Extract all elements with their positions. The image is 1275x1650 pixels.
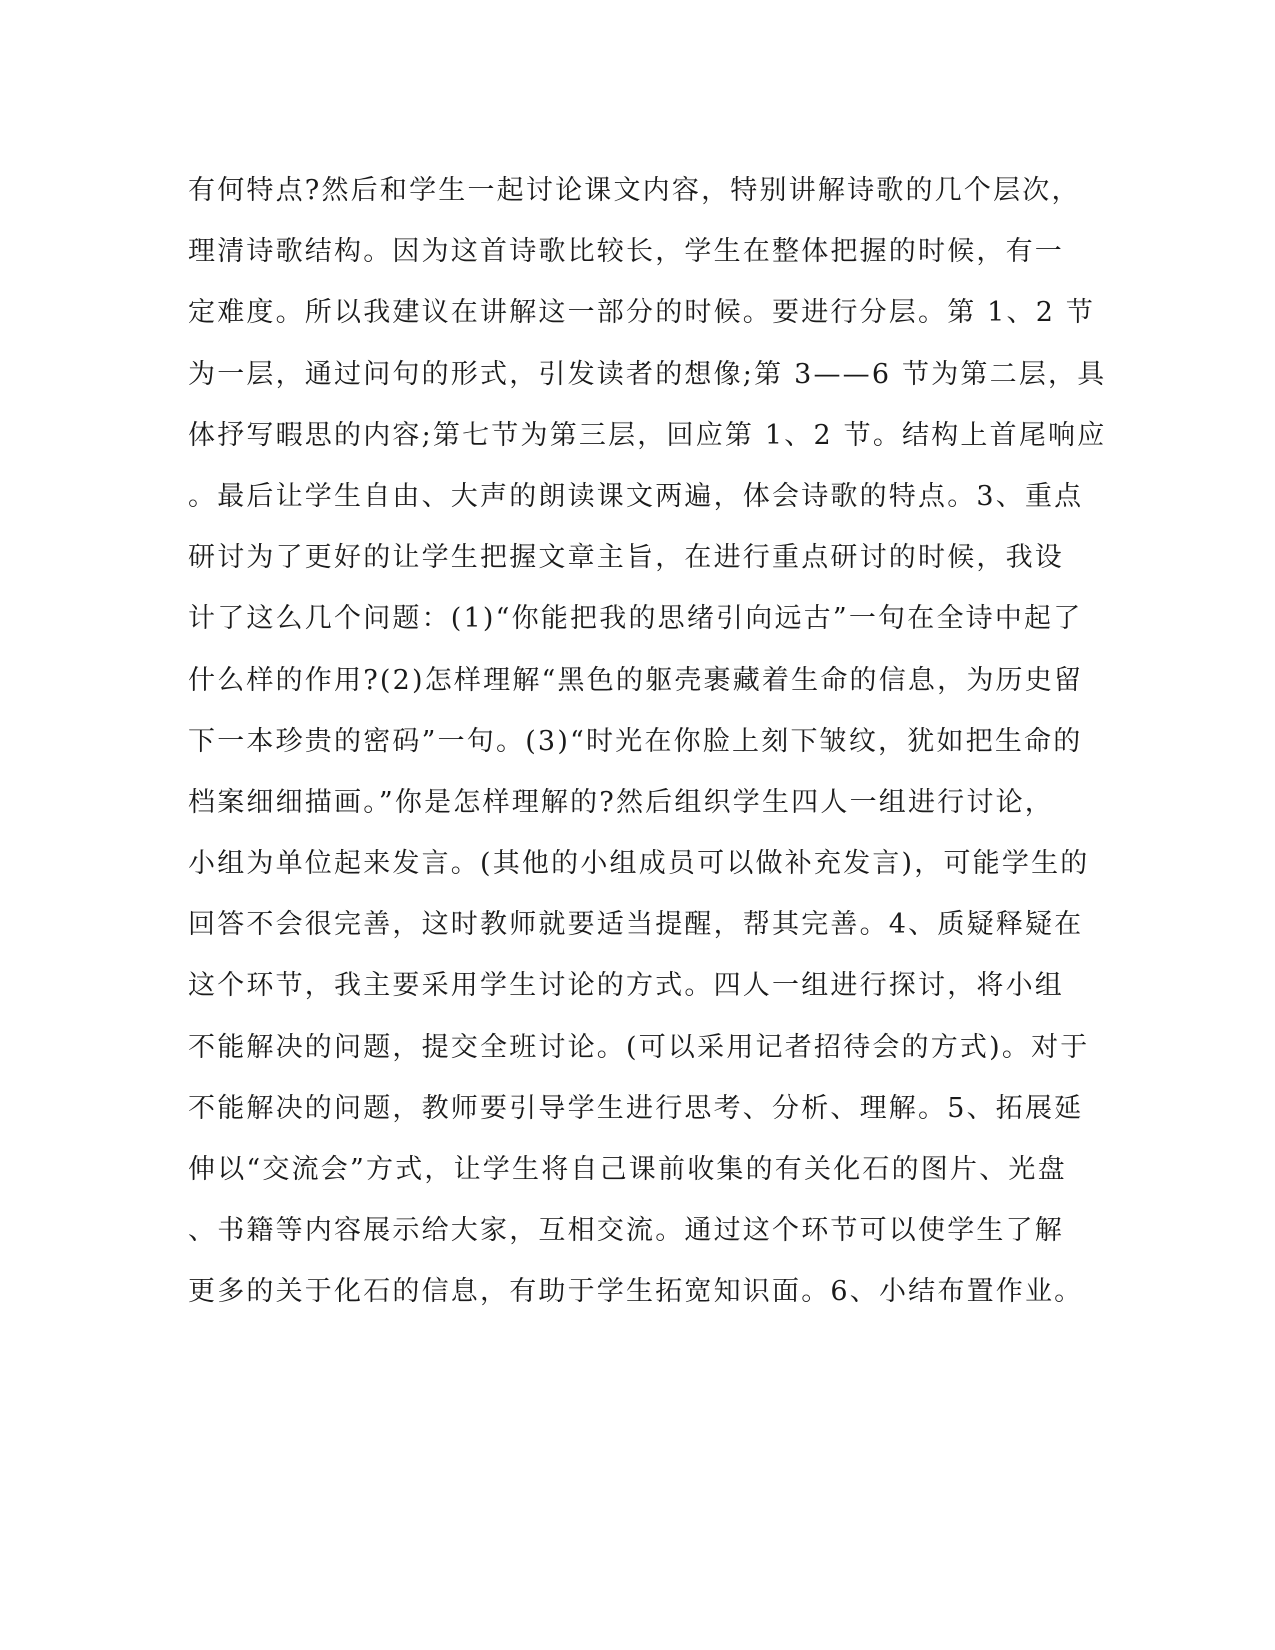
text-line: 不能解决的问题，教师要引导学生进行思考、分析、理解。5、拓展延 [188, 1092, 1084, 1124]
text-line: 这个环节，我主要采用学生讨论的方式。四人一组进行探讨，将小组 [188, 970, 1064, 1002]
text-line: 伸以“交流会”方式，让学生将自己课前收集的有关化石的图片、光盘 [188, 1154, 1067, 1185]
text-line: 研讨为了更好的让学生把握文章主旨，在进行重点研讨的时候，我设 [188, 542, 1064, 574]
text-line: 定难度。所以我建议在讲解这一部分的时候。要进行分层。第 1、2 节 [188, 297, 1096, 329]
text-line: 更多的关于化石的信息，有助于学生拓宽知识面。6、小结布置作业。 [188, 1276, 1084, 1308]
text-line: 小组为单位起来发言。(其他的小组成员可以做补充发言)，可能学生的 [188, 848, 1090, 880]
text-line: 体抒写暇思的内容;第七节为第三层，回应第 1、2 节。结构上首尾响应 [188, 419, 1107, 451]
text-line: 什么样的作用?(2)怎样理解“黑色的躯壳裹藏着生命的信息，为历史留 [188, 664, 1084, 696]
body-text [188, 160, 1107, 1323]
text-line: 档案细细描画。”你是怎样理解的?然后组织学生四人一组进行讨论， [188, 786, 1054, 818]
text-line: 计了这么几个问题：(1)“你能把我的思绪引向远古”一句在全诗中起了 [188, 603, 1083, 635]
text-line: 理清诗歌结构。因为这首诗歌比较长，学生在整体把握的时候，有一 [188, 236, 1064, 268]
text-line: 不能解决的问题，提交全班讨论。(可以采用记者招待会的方式)。对于 [188, 1031, 1090, 1063]
text-line: 。最后让学生自由、大声的朗读课文两遍，体会诗歌的特点。3、重点 [188, 480, 1084, 512]
text-line: 、书籍等内容展示给大家，互相交流。通过这个环节可以使学生了解 [188, 1215, 1064, 1247]
text-line: 有何特点?然后和学生一起讨论课文内容，特别讲解诗歌的几个层次， [188, 175, 1081, 206]
text-line: 下一本珍贵的密码”一句。(3)“时光在你脸上刻下皱纹，犹如把生命的 [188, 725, 1083, 757]
text-line: 回答不会很完善，这时教师就要适当提醒，帮其完善。4、质疑释疑在 [188, 909, 1084, 941]
text-line: 为一层，通过问句的形式，引发读者的想像;第 3——6 节为第二层，具 [188, 358, 1107, 390]
